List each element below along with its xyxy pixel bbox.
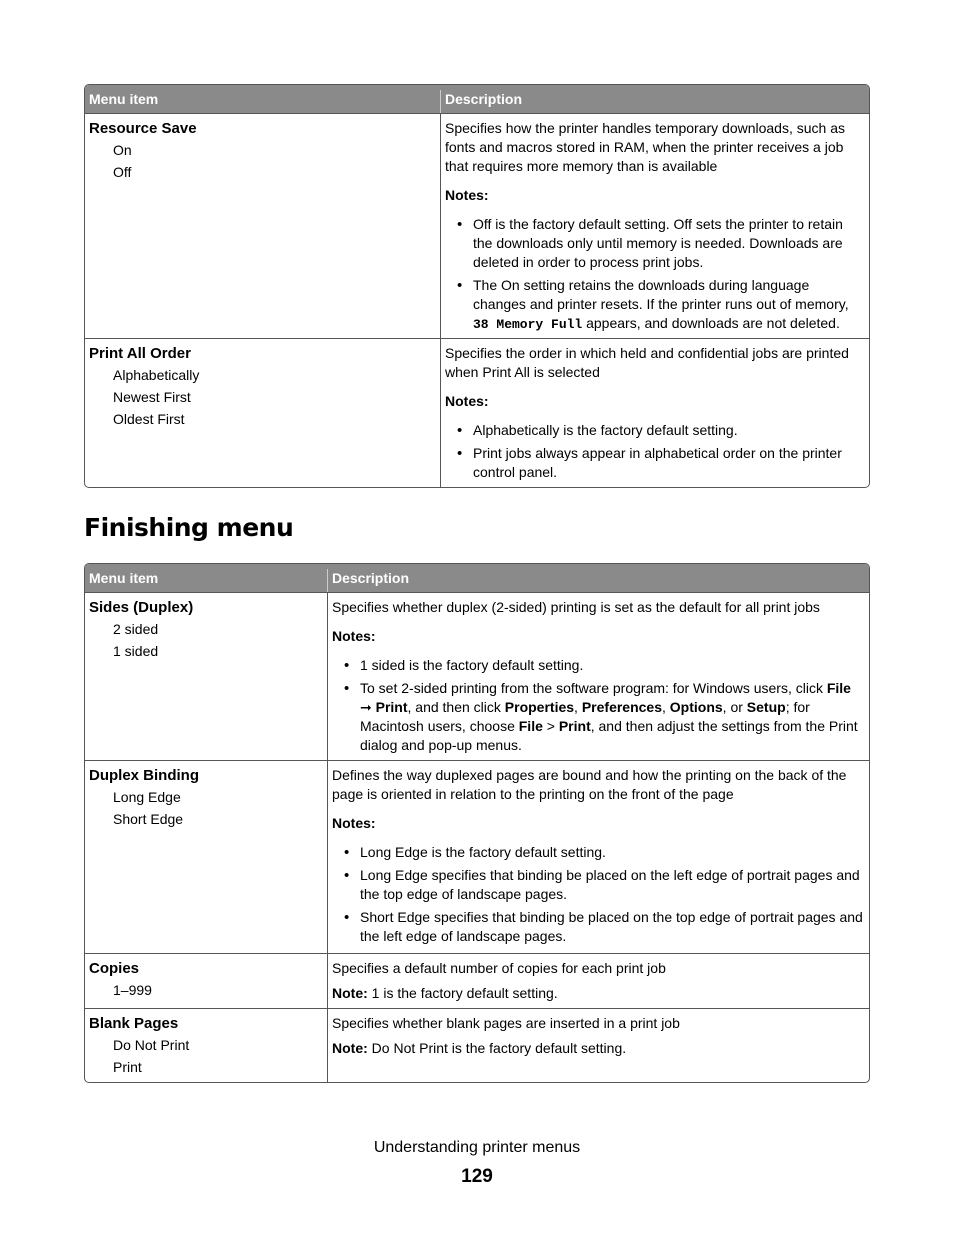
table-row [85, 760, 869, 953]
menu-item-name: Blank Pages [89, 1015, 179, 1032]
description-cell [441, 114, 869, 338]
table-row [85, 113, 869, 338]
menu-item-cell [85, 593, 328, 760]
notes-label: Notes: [445, 187, 489, 203]
menu-option: Oldest First [113, 411, 185, 427]
table-row [85, 1008, 869, 1082]
table-row [85, 953, 869, 1008]
preferences-ref: Preferences [581, 699, 662, 715]
menu-item-cell [85, 339, 441, 487]
notes-label: Notes: [332, 815, 376, 831]
note-line [332, 984, 865, 1003]
description-cell [328, 593, 869, 760]
note-label: Note: [332, 1040, 368, 1056]
menu-item-name: Copies [89, 960, 140, 977]
note-text: The On setting retains the downloads during language changes and printer resets. If the printer runs out of memory, [473, 277, 849, 312]
menu-option: Off [113, 164, 132, 180]
menu-item-name: Duplex Binding [89, 767, 199, 784]
separator: , or [722, 699, 747, 715]
note-text: ; for Macintosh users, choose [360, 699, 810, 734]
menu-option: 2 sided [113, 621, 159, 637]
note-item: • Long Edge specifies that binding be placed on the left edge of portrait pages and the top edge of landscape pages. [360, 866, 865, 904]
menu-option: Long Edge [113, 789, 181, 805]
notes-list [445, 215, 865, 334]
properties-ref: Properties [504, 699, 575, 715]
menu-option: On [113, 142, 132, 158]
print-menu-ref: Print [375, 699, 408, 715]
menu-option: Short Edge [113, 811, 184, 827]
note-item: • 1 sided is the factory default setting. [360, 656, 865, 675]
note-item: • Print jobs always appear in alphabetical order on the printer control panel. [473, 444, 865, 482]
menu-option: Print [113, 1059, 142, 1075]
options-ref: Options [669, 699, 723, 715]
file-menu-ref: File [826, 680, 851, 696]
note-line [332, 1039, 865, 1058]
menu-item-cell [85, 761, 328, 953]
menu-item-cell [85, 1009, 328, 1082]
note-item [360, 679, 865, 755]
separator: , [662, 699, 670, 715]
notes-label: Notes: [445, 393, 489, 409]
separator: > [542, 718, 559, 734]
note-text: Do Not Print is the factory default setting. [367, 1040, 627, 1056]
table-row [85, 592, 869, 760]
footer-chapter-title: Understanding printer menus [373, 1139, 581, 1156]
description-text: Specifies a default number of copies for each print job [332, 960, 666, 976]
description-cell [328, 761, 869, 953]
description-text: Specifies whether duplex (2-sided) printing is set as the default for all print jobs [332, 599, 820, 615]
setup-ref: Setup [746, 699, 786, 715]
note-item: • Alphabetically is the factory default setting. [473, 421, 865, 440]
note-label: Note: [332, 985, 368, 1001]
header-description: Description [445, 91, 523, 107]
notes-list [445, 421, 865, 482]
note-item [473, 276, 865, 334]
table-row [85, 338, 869, 487]
menu-table-2 [84, 563, 870, 1083]
note-item: • Off is the factory default setting. Off sets the printer to retain the downloads only until memory is needed. Downloads are deleted in order to process print jobs. [473, 215, 865, 272]
code-message: 38 Memory Full [473, 317, 583, 332]
notes-list [332, 843, 865, 946]
description-cell [328, 1009, 869, 1082]
page-number: 129 [461, 1166, 493, 1187]
menu-option: Alphabetically [113, 367, 200, 383]
note-item: • Short Edge specifies that binding be placed on the top edge of portrait pages and the left edge of landscape pages. [360, 908, 865, 946]
note-text: , and then click [407, 699, 505, 715]
menu-item-cell [85, 954, 328, 1008]
file-menu-ref: File [518, 718, 543, 734]
arrow-icon: ➞ [360, 699, 376, 715]
note-text: To set 2-sided printing from the software program: for Windows users, click [360, 680, 827, 696]
header-menu-item: Menu item [85, 90, 441, 113]
note-text-tail: appears, and downloads are not deleted. [582, 315, 840, 331]
print-menu-ref: Print [558, 718, 591, 734]
description-text: Specifies how the printer handles temporary downloads, such as fonts and macros stored in RAM, when the printer receives a job that requires more memory than is available [445, 120, 845, 174]
note-item: • Long Edge is the factory default setting. [360, 843, 865, 862]
description-cell [328, 954, 869, 1008]
menu-item-cell [85, 114, 441, 338]
menu-table-1 [84, 84, 870, 488]
table-header [85, 564, 869, 592]
description-text: Specifies the order in which held and confidential jobs are printed when Print All is selected [445, 345, 849, 380]
menu-item-name: Print All Order [89, 345, 191, 362]
note-text: 1 is the factory default setting. [367, 985, 558, 1001]
menu-item-name: Resource Save [89, 120, 197, 137]
header-description: Description [332, 570, 410, 586]
menu-item-name: Sides (Duplex) [89, 599, 194, 616]
notes-list [332, 656, 865, 755]
separator: , [574, 699, 582, 715]
menu-option: Do Not Print [113, 1037, 190, 1053]
header-menu-item: Menu item [85, 569, 328, 592]
menu-option: Newest First [113, 389, 191, 405]
note-text: , and then adjust the settings from the Print dialog and pop-up menus. [360, 718, 858, 753]
description-text: Specifies whether blank pages are inserted in a print job [332, 1015, 680, 1031]
menu-option: 1–999 [113, 982, 152, 998]
menu-option: 1 sided [113, 643, 159, 659]
description-text: Defines the way duplexed pages are bound and how the printing on the back of the page is oriented in relation to the printing on the front of the page [332, 767, 847, 802]
section-title: Finishing menu [84, 513, 294, 542]
notes-label: Notes: [332, 628, 376, 644]
table-header [85, 85, 869, 113]
description-cell [441, 339, 869, 487]
